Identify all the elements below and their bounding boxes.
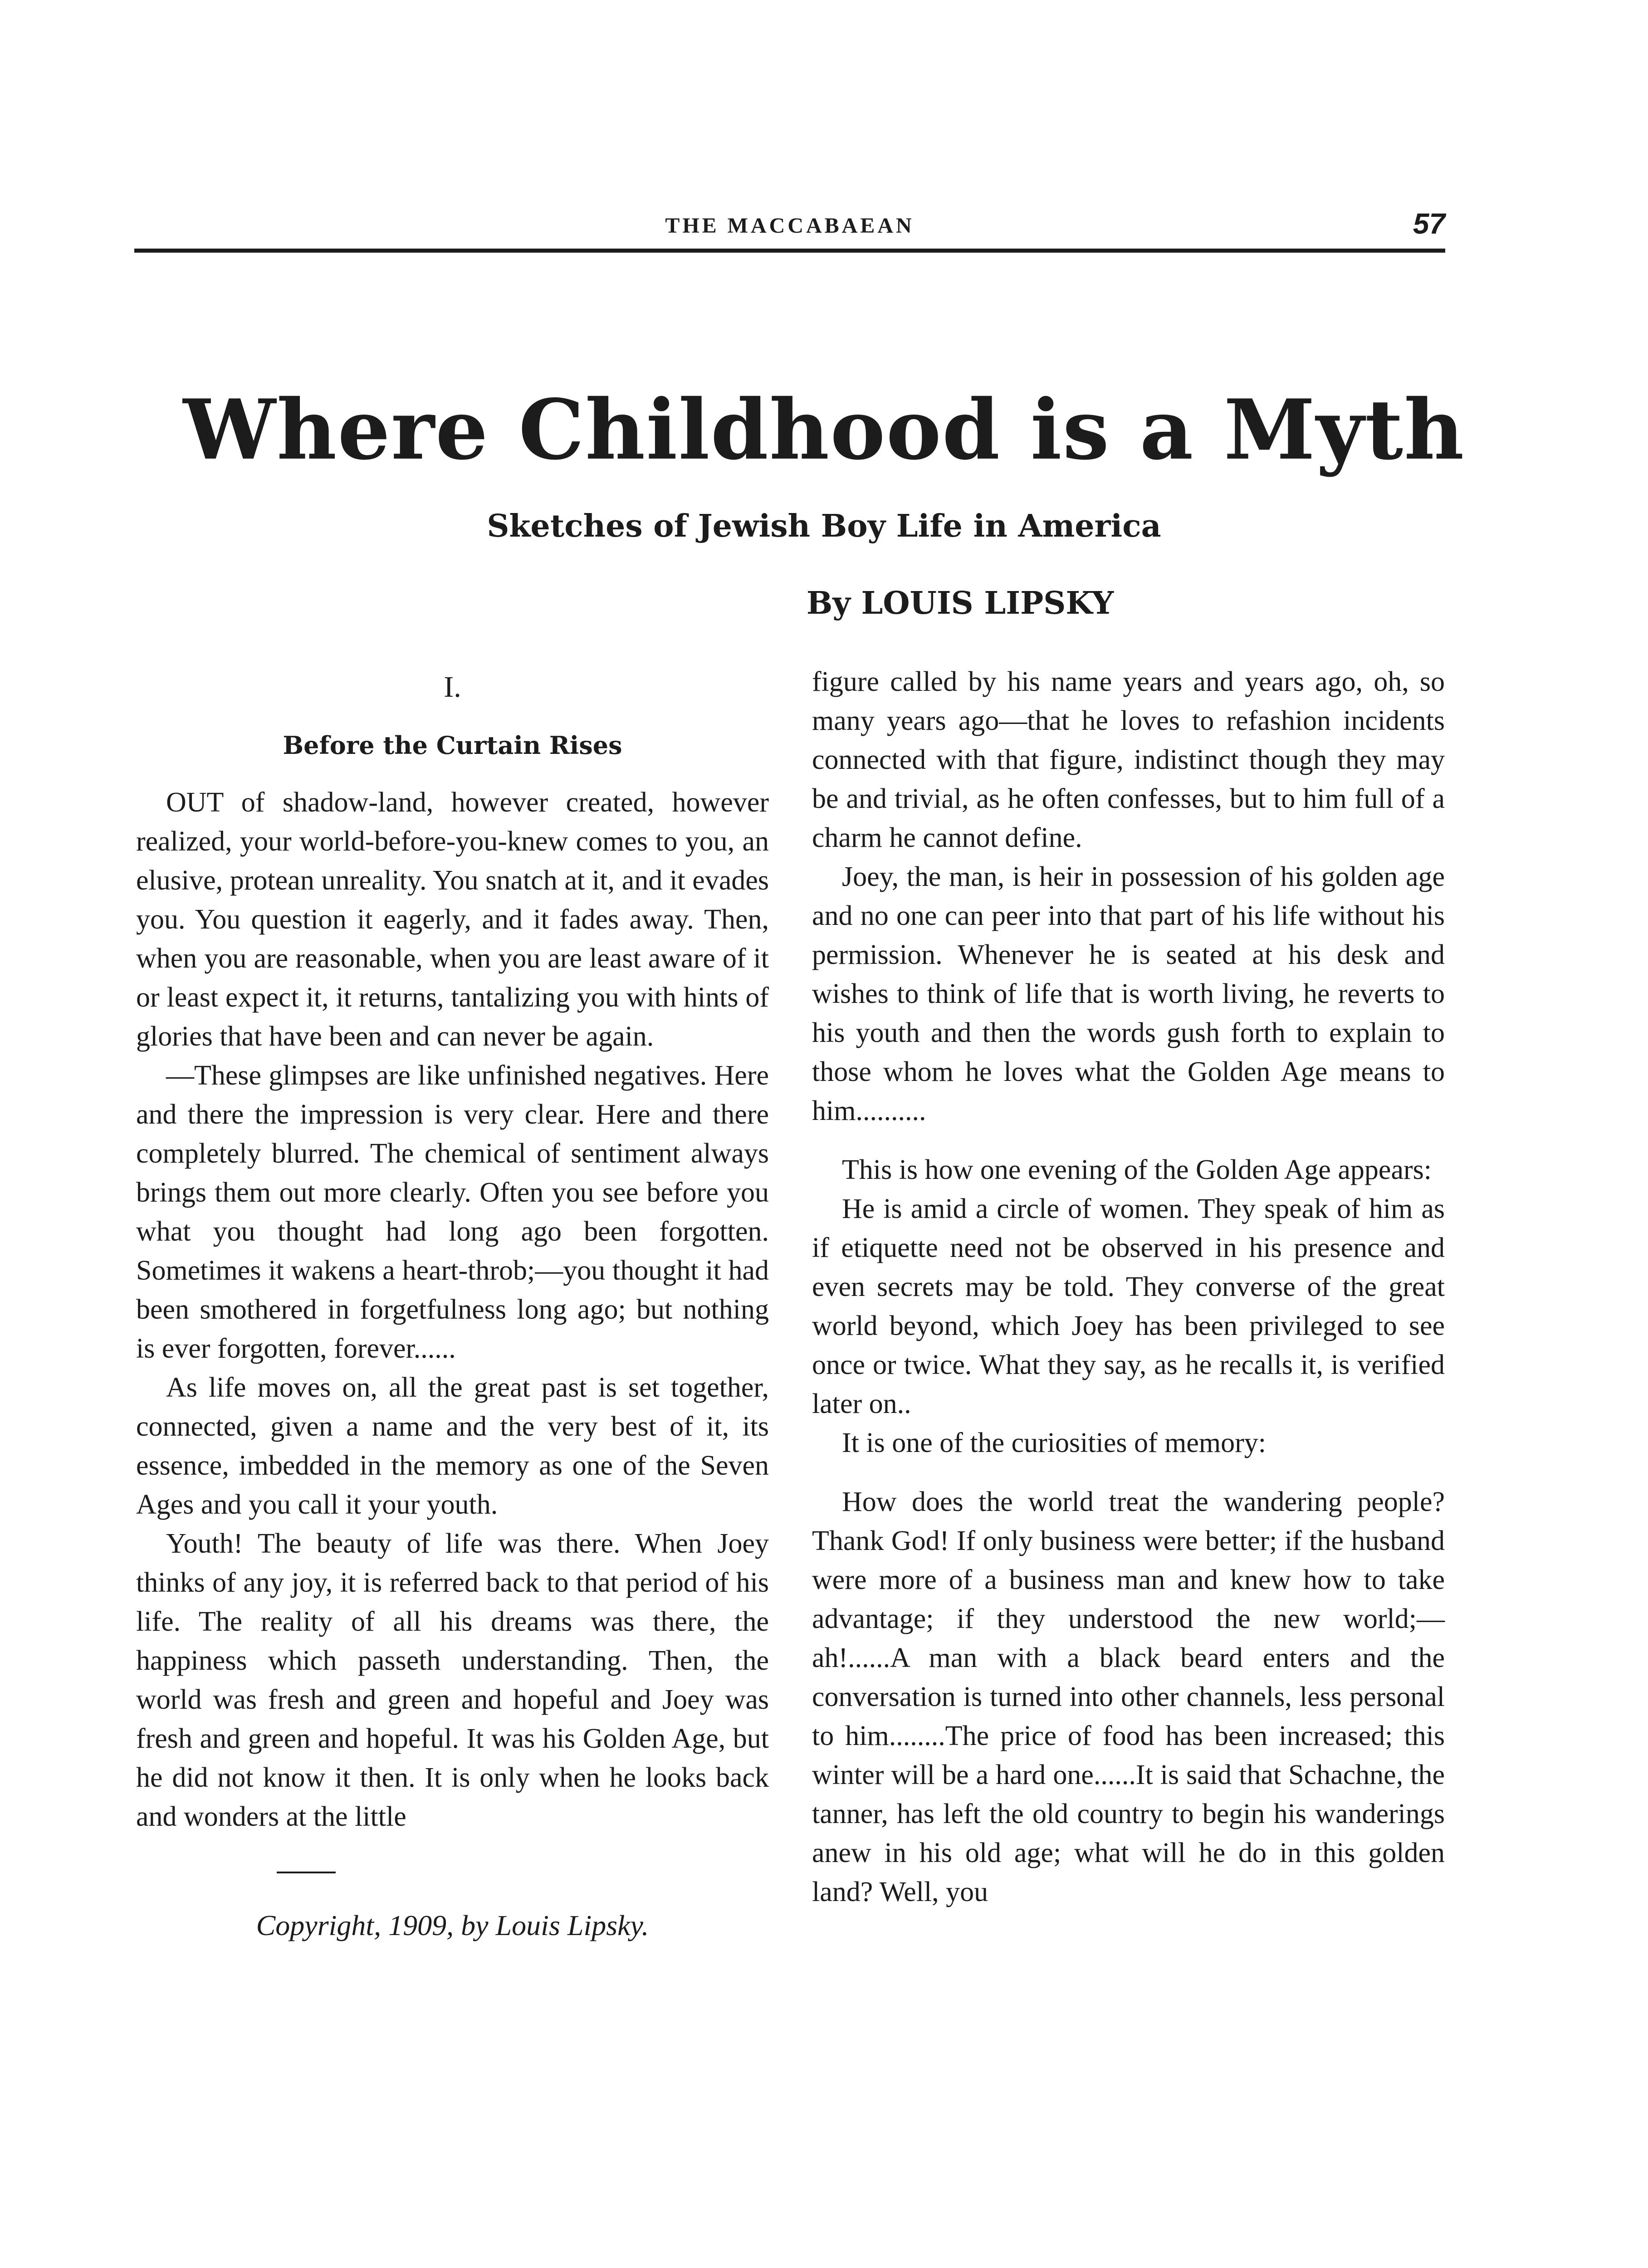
- paragraph: How does the world treat the wandering people? Thank God! If only business were better; if the husband were more of a business man and knew how to take advantage; if they understood the new world;—ah!......A man with a black beard enters and the conversation is turned into other channels, less personal to him........The price of food has been increased; this winter will be a hard one......It is said that Schachne, the tanner, has left the old country to begin his wanderings anew in his old age; what will he do in this golden land? Well, you: [812, 1486, 1445, 1907]
- paragraph: Youth! The beauty of life was there. When Joey thinks of any joy, it is referred back to that period of his life. The reality of all his dreams was there, the happiness which passeth understanding. Then, the world was fresh and green and hopeful and Joey was fresh and green and hopeful. It was his Golden Age, but he did not know it then. It is only when he looks back and wonders at the little: [136, 1528, 769, 1832]
- header-rule: [134, 249, 1445, 253]
- paragraph: This is how one evening of the Golden Age appears:: [842, 1154, 1432, 1185]
- paragraph: Joey, the man, is heir in possession of his golden age and no one can peer into that part of his life without his permission. Whenever he is seated at his desk and wishes to think of life that is worth living, he reverts to his youth and then the words gush forth to explain to those whom he loves what the Golden Age means to him..........: [812, 861, 1445, 1126]
- article-byline: By LOUIS LIPSKY: [806, 585, 1114, 621]
- section-numeral: I.: [444, 670, 461, 704]
- footnote-rule: [277, 1872, 336, 1873]
- page-number: 57: [1413, 207, 1445, 240]
- paragraph: —These glimpses are like unfinished negatives. Here and there the impression is very clear. Here and there completely blurred. The chemical of sentiment always brings them out more clearly. Often you see before you what you thought had long ago been forgotten. Sometimes it wakens a heart-throb;—you thought it had been smothered in forgetfulness long ago; but nothing is ever forgotten, forever......: [136, 1060, 769, 1364]
- copyright-note: Copyright, 1909, by Louis Lipsky.: [256, 1909, 649, 1941]
- section-heading: Before the Curtain Rises: [283, 731, 622, 760]
- right-column: [812, 662, 1445, 1911]
- paragraph: He is amid a circle of women. They speak of him as if etiquette need not be observed in his presence and even secrets may be told. They converse of the great world beyond, which Joey has been privileged to see once or twice. What they say, as he recalls it, is verified later on..: [812, 1193, 1445, 1419]
- paragraph: OUT of shadow-land, however created, however realized, your world-before-you-knew comes to you, an elusive, protean unreality. You snatch at it, and it evades you. You question it eagerly, and it fades away. Then, when you are reasonable, when you are least aware of it or least expect it, it returns, tantalizing you with hints of glories that have been and can never be again.: [136, 787, 769, 1052]
- article-title: Where Childhood is a Myth: [183, 381, 1465, 478]
- paragraph: figure called by his name years and years ago, oh, so many years ago—that he loves to refashion incidents connected with that figure, indistinct though they may be and trivial, as he often confesses, but to him full of a charm he cannot define.: [812, 666, 1445, 853]
- paragraph: As life moves on, all the great past is set together, connected, given a name and the very best of it, its essence, imbedded in the memory as one of the Seven Ages and you call it your youth.: [136, 1372, 769, 1520]
- page-header: [134, 204, 1445, 249]
- left-column: [136, 662, 769, 1945]
- running-title: THE MACCABAEAN: [665, 214, 914, 238]
- paragraph: It is one of the curiosities of memory:: [842, 1427, 1266, 1458]
- article-subtitle: Sketches of Jewish Boy Life in America: [487, 508, 1161, 544]
